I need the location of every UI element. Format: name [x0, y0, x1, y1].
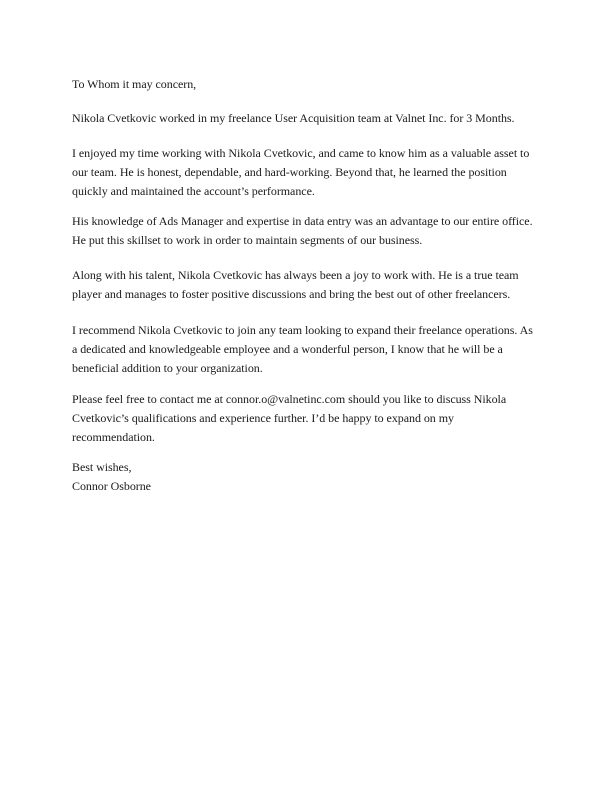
paragraph-line: Nikola Cvetkovic worked in my freelance User Acquisition team at Valnet Inc. for 3 Months.	[72, 111, 515, 125]
paragraph-line: Cvetkovic’s qualifications and experience further. I’d be happy to expand on my	[72, 411, 454, 425]
salutation	[72, 75, 196, 94]
paragraph-line: quickly and maintained the account’s performance.	[72, 184, 315, 198]
signature: Connor Osborne	[72, 479, 151, 493]
paragraph-line: Along with his talent, Nikola Cvetkovic has always been a joy to work with. He is a true team	[72, 268, 519, 282]
paragraph-skills	[72, 212, 533, 250]
paragraph-line: a dedicated and knowledgeable employee and a wonderful person, I know that he will be a	[72, 342, 503, 356]
paragraph-line: He put this skillset to work in order to maintain segments of our business.	[72, 233, 423, 247]
paragraph-recommendation	[72, 321, 533, 378]
paragraph-contact	[72, 390, 506, 447]
paragraph-teamwork	[72, 266, 519, 304]
salutation-text: To Whom it may concern,	[72, 77, 197, 91]
paragraph-line: our team. He is honest, dependable, and hard-working. Beyond that, he learned the position	[72, 165, 507, 179]
paragraph-experience	[72, 144, 529, 201]
paragraph-line: recommendation.	[72, 430, 155, 444]
closing: Best wishes,	[72, 460, 132, 474]
paragraph-line: player and manages to foster positive discussions and bring the best out of other freelancers.	[72, 287, 511, 301]
paragraph-employment	[72, 109, 515, 128]
paragraph-line: I recommend Nikola Cvetkovic to join any team looking to expand their freelance operations. As	[72, 323, 533, 337]
paragraph-line: His knowledge of Ads Manager and expertise in data entry was an advantage to our entire office.	[72, 214, 533, 228]
paragraph-line: beneficial addition to your organization.	[72, 361, 263, 375]
closing-block	[72, 458, 151, 496]
paragraph-line: I enjoyed my time working with Nikola Cvetkovic, and came to know him as a valuable asset to	[72, 146, 530, 160]
paragraph-line: Please feel free to contact me at connor.o@valnetinc.com should you like to discuss Nikola	[72, 392, 507, 406]
